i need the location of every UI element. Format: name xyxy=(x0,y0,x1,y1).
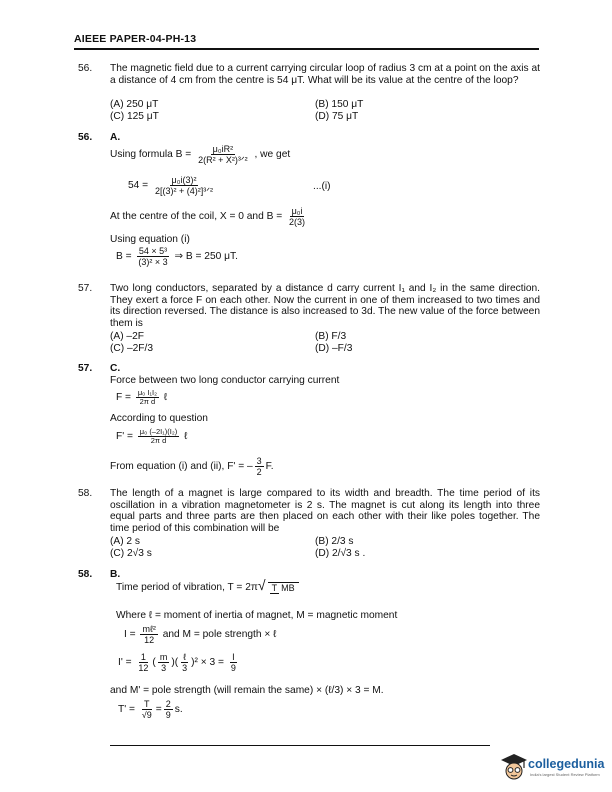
q58-option-a: (A) 2 s xyxy=(110,536,141,547)
q57-text: Two long conductors, separated by a distance d carry current I₁ and I₂ in the same direction. They exert a force F on each other. Now the current in one of them increased to two times and its direction reversed. The distance is also increased to 3d. The new value of the force between them is xyxy=(110,283,540,329)
a58-mprime: and M' = pole strength (will remain the same) × (ℓ/3) × 3 = M. xyxy=(110,685,384,696)
a58-period-prefix: Time period of vibration, T = 2π xyxy=(116,582,258,593)
a58-ip-m-num: m xyxy=(159,652,168,662)
a56-centre-num: μ₀i xyxy=(291,206,303,216)
a58-ip-m-den: 3 xyxy=(161,663,167,673)
a56-centre xyxy=(110,206,309,227)
a58-i-lhs: I = xyxy=(124,629,136,641)
a58-period: Time period of vibration, T = 2π√ T MB xyxy=(116,580,301,594)
a56-using-eq: Using equation (i) xyxy=(110,234,190,245)
a57-from-num: 3 xyxy=(256,456,262,466)
a58-new-period xyxy=(118,699,183,720)
a57-f-num: μ₀ I₁I₂ xyxy=(137,388,157,397)
a58-where: Where ℓ = moment of inertia of magnet, M = magnetic moment xyxy=(116,610,398,621)
q56-text: The magnetic field due to a current carrying circular loop of radius 3 cm at a point on the axis at a distance of 4 cm from the centre is 54 μT. What will be its value at the centre of the loop? xyxy=(110,63,540,86)
q57-option-d: (D) –F/3 xyxy=(315,343,353,354)
q57-option-b: (B) F/3 xyxy=(315,331,347,342)
a56-res-lhs: B = xyxy=(116,251,132,263)
a56-res-den: (3)² × 3 xyxy=(138,257,168,267)
a57-f2-lhs: F' = xyxy=(116,431,133,443)
a57-from-eq xyxy=(110,456,274,477)
a57-number: 57. xyxy=(78,363,93,374)
q58-option-b: (B) 2/3 s xyxy=(315,536,354,547)
a56-res-rhs: ⇒ B = 250 μT. xyxy=(174,251,238,263)
a56-formula-num: μ₀iR² xyxy=(212,144,234,154)
a56-eq-den: 2[(3)² + (4)²]³ᐟ² xyxy=(154,186,214,196)
a58-inertia-new: I' = $\frac{1}{12}$ ( $\frac{m}{3}$ )( $\frac{\text{ℓ}}{3}$ )² × 3 = $\frac{I}{9}$ xyxy=(118,652,236,673)
a58-ip-num: 1 xyxy=(140,652,146,662)
a57-f-den: 2π d xyxy=(139,397,156,406)
a56-formula-prefix: Using formula B = xyxy=(110,149,192,161)
a58-tp-res-num: 2 xyxy=(165,699,171,709)
a57-answer: C. xyxy=(110,363,121,374)
a58-tp-lhs: T' = xyxy=(118,704,135,716)
a58-tp-den: √9 xyxy=(141,710,152,720)
q58-number: 58. xyxy=(78,488,93,499)
a57-f-lhs: F = xyxy=(116,392,132,404)
a57-f2-num: μ₀ (–2I₁)(I₂) xyxy=(139,427,178,436)
footer-brand: collegedunia xyxy=(528,757,605,771)
q56-number: 56. xyxy=(78,63,93,74)
a58-ip-res-den: 9 xyxy=(230,663,236,673)
a57-f2-tail: ℓ xyxy=(184,431,188,443)
a58-ip-l-den: 3 xyxy=(182,663,188,673)
a56-eq-num: μ₀i(3)² xyxy=(171,175,197,185)
a58-ip-res-num: I xyxy=(232,652,235,662)
a57-force-new xyxy=(116,428,187,445)
a57-f-tail: ℓ xyxy=(163,392,168,404)
a58-ip-mid: ² × 3 = xyxy=(194,657,224,669)
footer-divider xyxy=(110,745,490,746)
a57-intro: Force between two long conductor carrying current xyxy=(110,375,340,386)
a58-tp-res-den: 9 xyxy=(165,710,171,720)
a56-equation xyxy=(128,175,217,196)
a58-i-tail: and M = pole strength × ℓ xyxy=(162,629,277,641)
a57-f2-den: 2π d xyxy=(150,436,167,445)
a58-period-den: MB xyxy=(281,582,295,593)
header-divider xyxy=(74,48,539,50)
a58-number: 58. xyxy=(78,569,93,580)
a57-according: According to question xyxy=(110,413,208,424)
footer-tagline: India's largest Student Review Platform xyxy=(530,772,600,777)
a56-formula-suffix: , we get xyxy=(254,149,291,161)
a56-centre-den: 2(3) xyxy=(289,217,306,227)
a57-from-den: 2 xyxy=(256,467,262,477)
a58-ip-l-num: ℓ xyxy=(183,652,187,662)
a58-i-num: mℓ² xyxy=(142,624,156,634)
a56-eq-lhs: 54 = xyxy=(128,180,149,192)
a58-tp-num: T xyxy=(144,699,150,709)
a58-i-den: 12 xyxy=(144,635,155,645)
q58-option-c: (C) 2√3 s xyxy=(110,548,152,559)
q57-number: 57. xyxy=(78,283,93,294)
a56-formula xyxy=(110,144,290,165)
q57-option-c: (C) –2F/3 xyxy=(110,343,154,354)
a56-answer: A. xyxy=(110,132,121,143)
q56-option-c: (C) 125 μT xyxy=(110,111,159,122)
a56-centre-text: At the centre of the coil, X = 0 and B = xyxy=(110,211,283,223)
a58-tp-eq: = xyxy=(155,704,162,716)
a57-from-text: From equation (i) and (ii), F' = – xyxy=(110,461,253,473)
a56-res-num: 54 × 5³ xyxy=(138,246,168,256)
a56-eq-tag: ...(i) xyxy=(313,181,331,192)
q58-option-d: (D) 2/√3 s . xyxy=(315,548,366,559)
q56-option-d: (D) 75 μT xyxy=(315,111,359,122)
a57-from-tail: F. xyxy=(265,461,274,473)
a58-period-num: T xyxy=(271,582,278,593)
a56-result xyxy=(116,246,238,267)
a56-formula-den: 2(R² + X²)³ᐟ² xyxy=(198,155,248,165)
q56-option-b: (B) 150 μT xyxy=(315,99,364,110)
a58-ip-den: 12 xyxy=(138,663,149,673)
page-header-title: AIEEE PAPER-04-PH-13 xyxy=(74,33,197,45)
graduate-mascot-icon xyxy=(500,752,528,782)
q57-option-a: (A) –2F xyxy=(110,331,144,342)
a58-answer: B. xyxy=(110,569,121,580)
a58-tp-tail: s. xyxy=(174,704,183,716)
a58-inertia xyxy=(124,624,276,645)
a57-force xyxy=(116,389,167,406)
q56-option-a: (A) 250 μT xyxy=(110,99,159,110)
a56-number: 56. xyxy=(78,132,93,143)
a58-ip-lhs: I' = xyxy=(118,657,132,669)
q58-text: The length of a magnet is large compared to its width and breadth. The time period of its oscillation in a vibration magnetometer is 2 s. The magnet is cut along its length into three equal parts and three parts are then placed on each other with their like poles together. The time period of this combination will be xyxy=(110,488,540,534)
